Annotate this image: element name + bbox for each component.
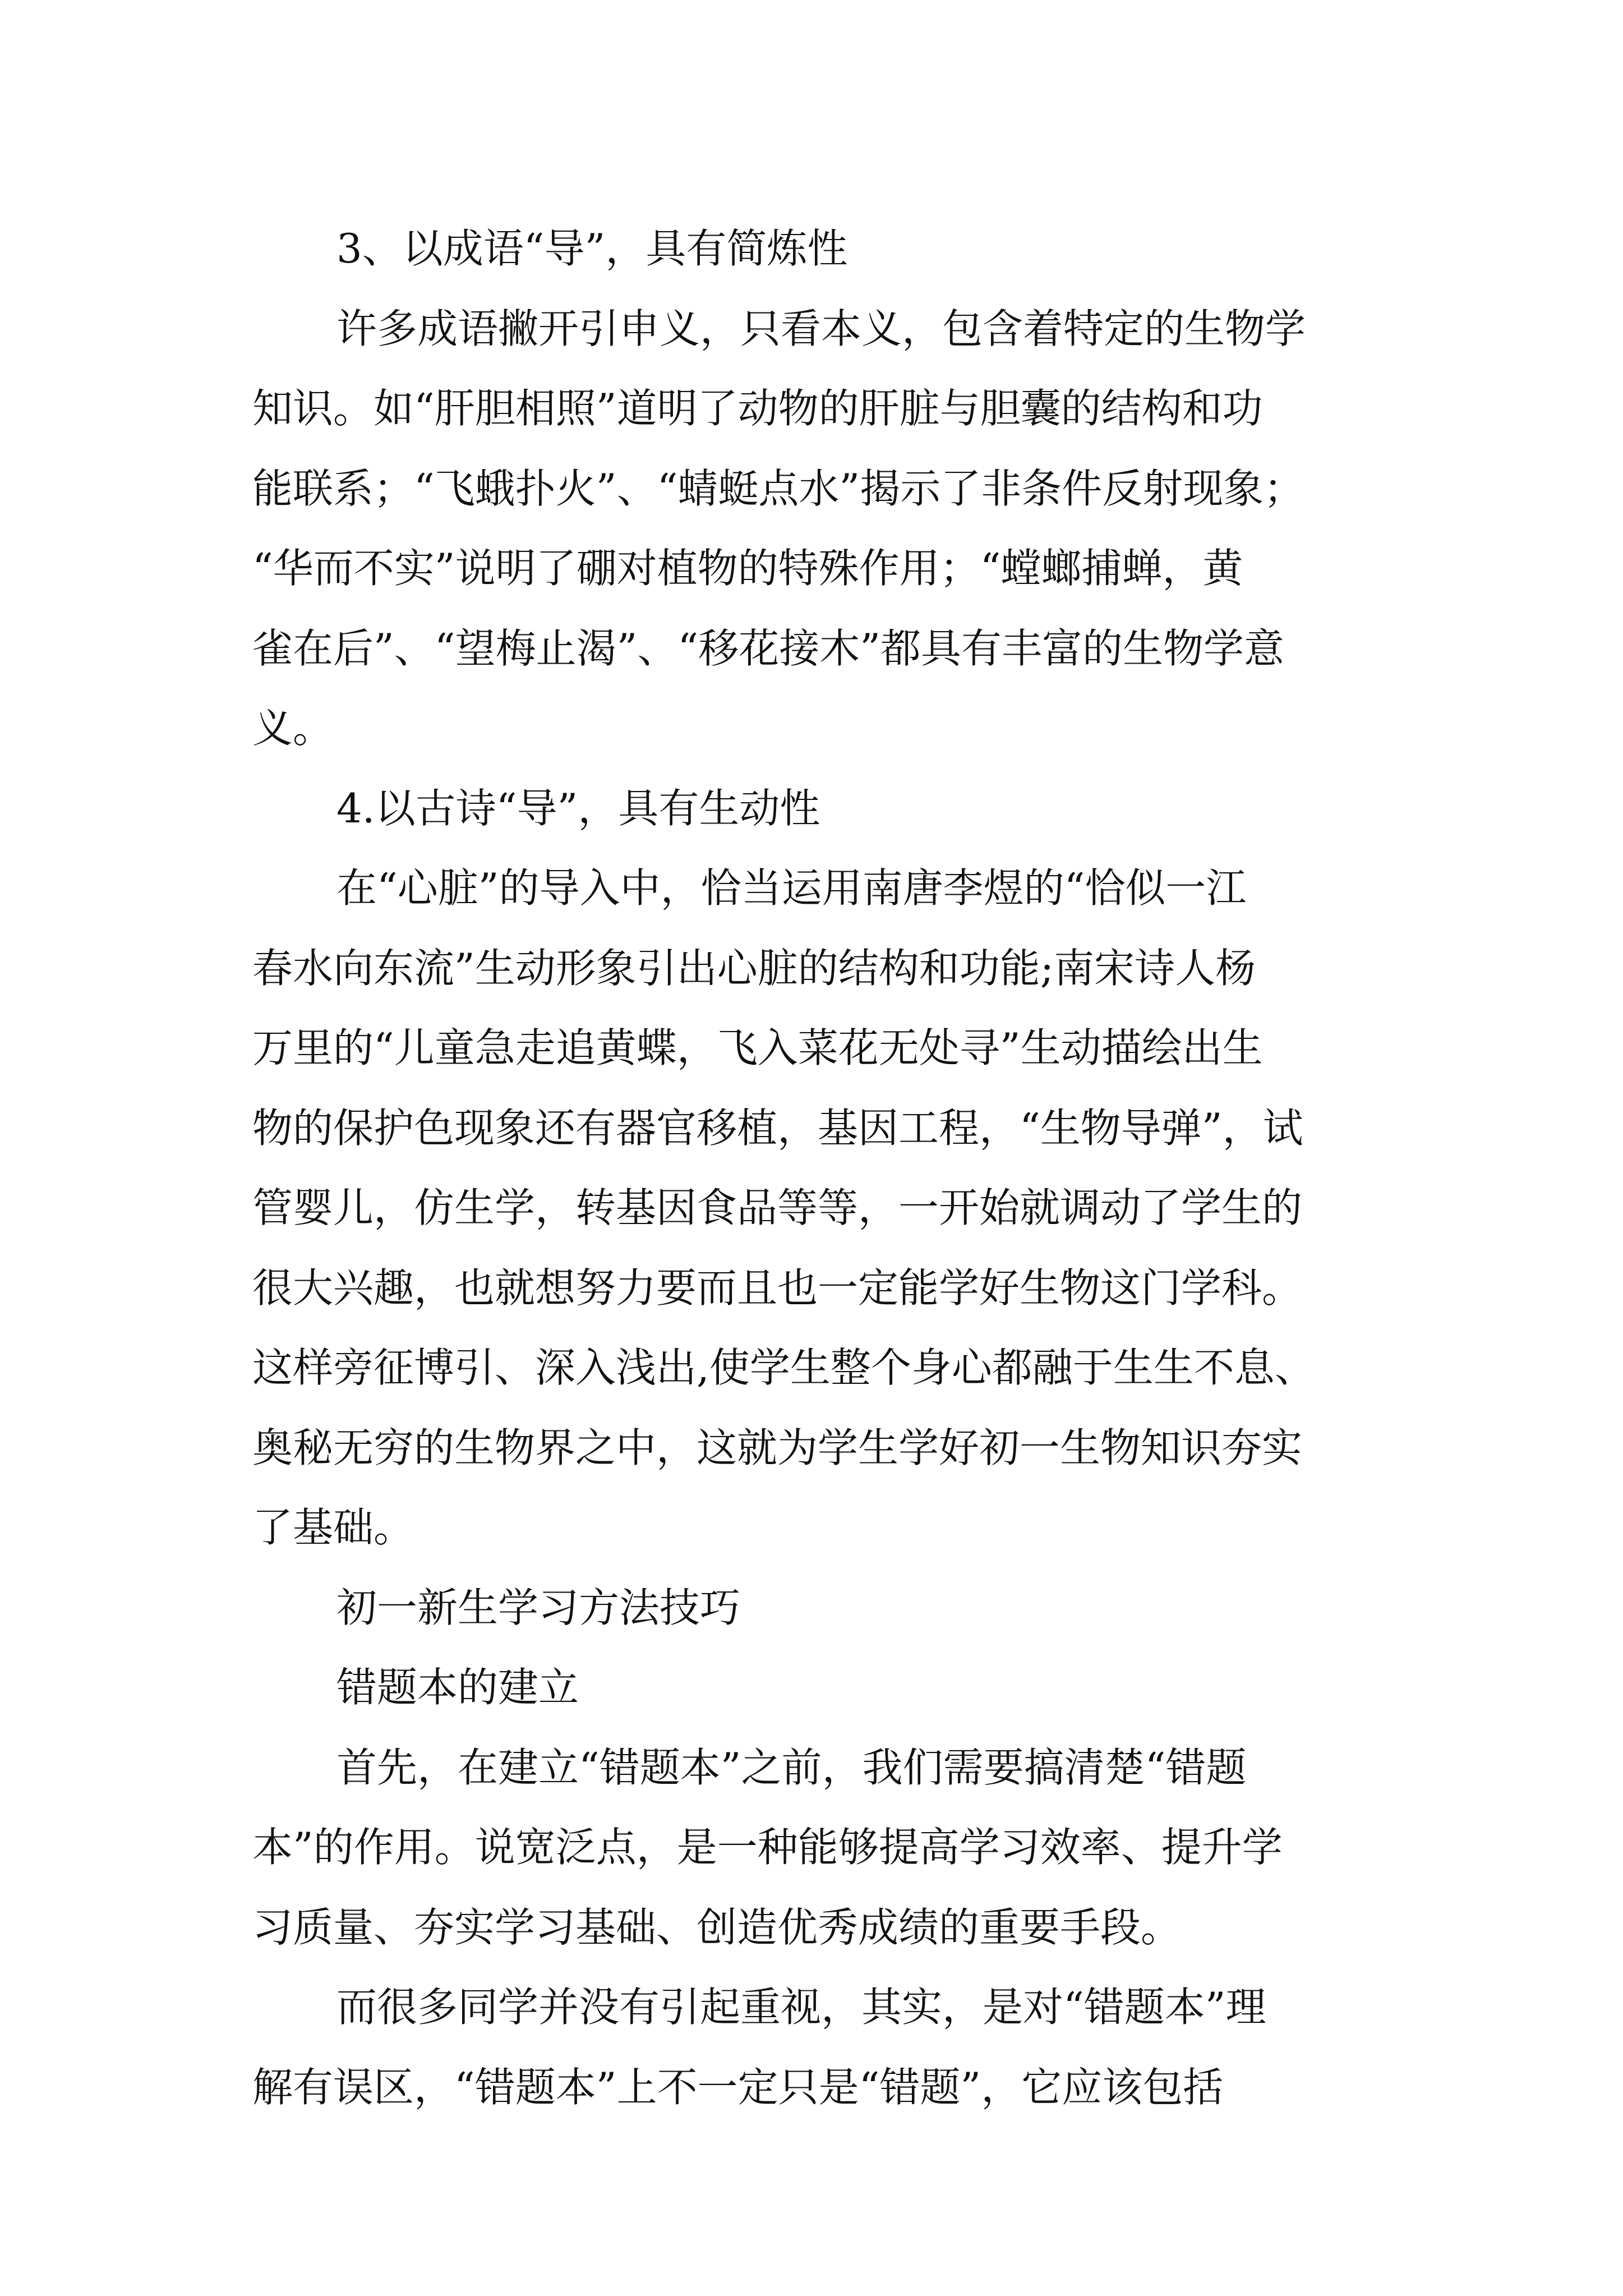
text-line: 春水向东流”生动形象引出心脏的结构和功能;南宋诗人杨	[252, 944, 1256, 992]
text-line: 万里的“儿童急走追黄蝶，飞入菜花无处寻”生动描绘出生	[252, 1024, 1263, 1071]
text-line: 首先，在建立“错题本”之前，我们需要搞清楚“错题	[336, 1743, 1247, 1791]
text-line: 奥秘无穷的生物界之中，这就为学生学好初一生物知识夯实	[252, 1424, 1303, 1471]
text-line: 很大兴趣，也就想努力要而且也一定能学好生物这门学科。	[252, 1264, 1303, 1312]
text-line: 义。	[252, 705, 334, 752]
text-line: 3、以成语“导”，具有简炼性	[336, 225, 848, 272]
text-line: 解有误区，“错题本”上不一定只是“错题”，它应该包括	[252, 2063, 1224, 2111]
text-line: 许多成语撇开引申义，只看本义，包含着特定的生物学	[336, 305, 1306, 352]
text-line: 初一新生学习方法技巧	[336, 1584, 741, 1631]
text-line: “华而不实”说明了硼对植物的特殊作用；“螳螂捕蝉，黄	[252, 545, 1243, 592]
text-line: 这样旁征博引、深入浅出,使学生整个身心都融于生生不息、	[252, 1344, 1315, 1391]
text-line: 错题本的建立	[336, 1664, 579, 1711]
text-line: 4.以古诗“导”，具有生动性	[336, 784, 820, 832]
text-line: 本”的作用。说宽泛点，是一种能够提高学习效率、提升学	[252, 1824, 1283, 1871]
text-line: 习质量、夯实学习基础、创造优秀成绩的重要手段。	[252, 1903, 1182, 1951]
text-line: 雀在后”、“望梅止渴”、“移花接木”都具有丰富的生物学意	[252, 624, 1285, 672]
text-line: 知识。如“肝胆相照”道明了动物的肝脏与胆囊的结构和功	[252, 385, 1263, 432]
text-line: 物的保护色现象还有器官移植，基因工程，“生物导弹”，试	[252, 1104, 1303, 1152]
text-line: 管婴儿，仿生学，转基因食品等等，一开始就调动了学生的	[252, 1184, 1303, 1231]
text-line: 在“心脏”的导入中，恰当运用南唐李煜的“恰似一江	[336, 864, 1247, 912]
text-line: 了基础。	[252, 1504, 414, 1551]
text-line: 能联系；“飞蛾扑火”、“蜻蜓点水”揭示了非条件反射现象；	[252, 464, 1304, 512]
text-line: 而很多同学并没有引起重视，其实，是对“错题本”理	[336, 1984, 1266, 2031]
document-body	[252, 209, 1391, 2127]
